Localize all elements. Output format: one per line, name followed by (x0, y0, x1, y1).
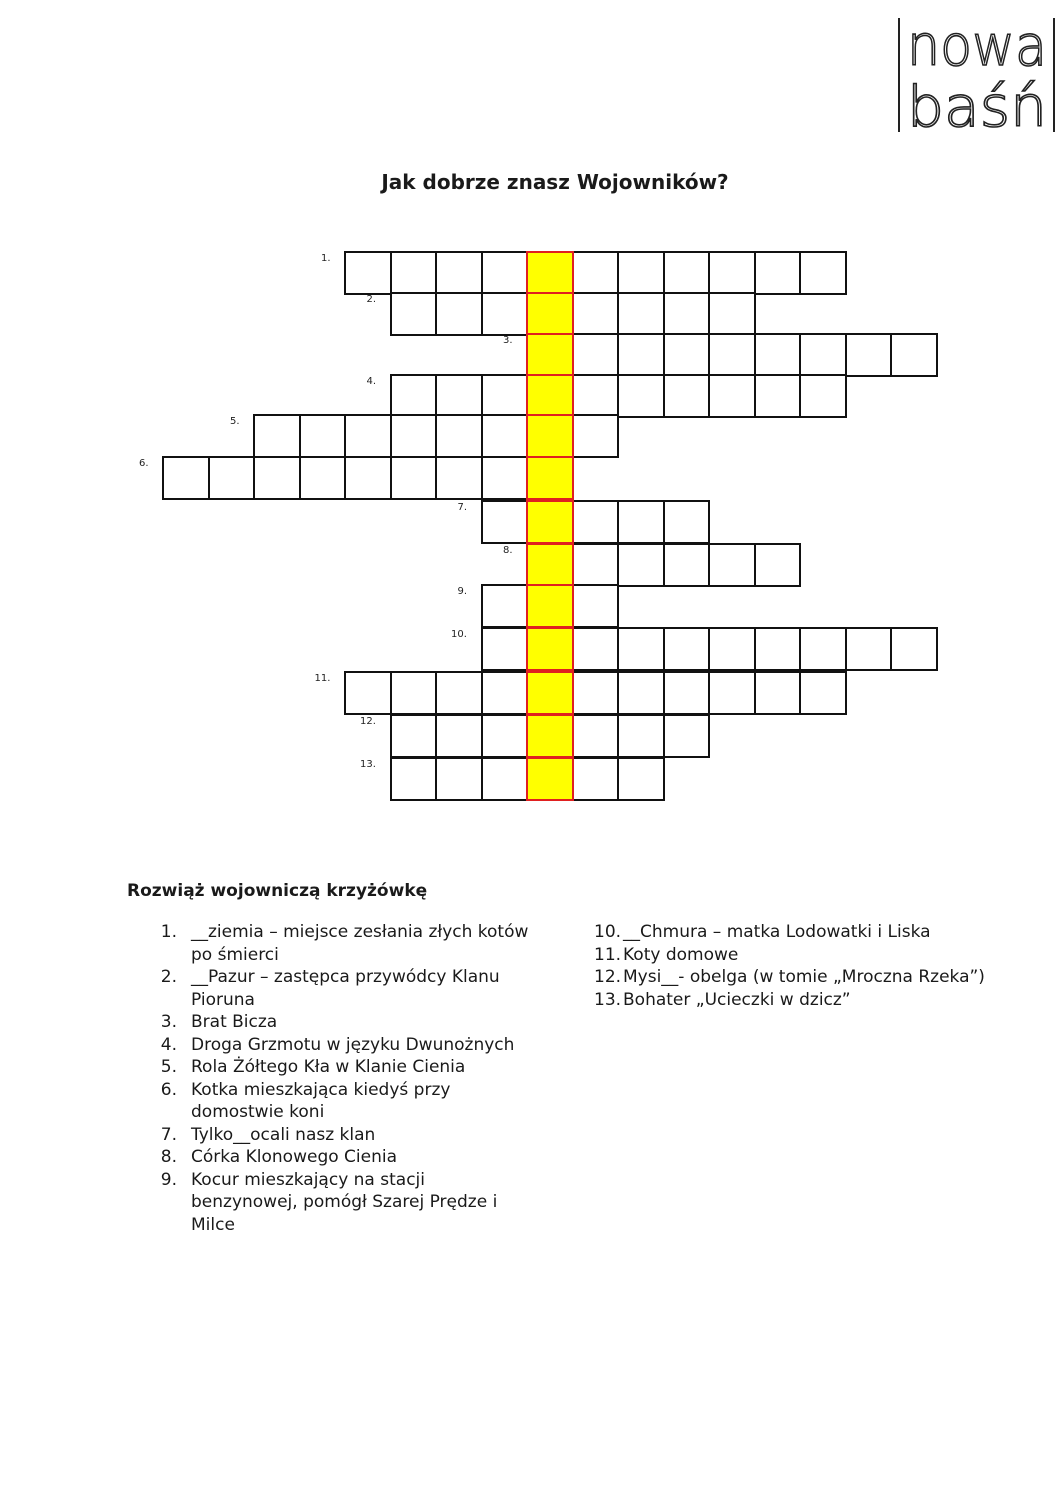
crossword-cell[interactable] (572, 757, 620, 801)
crossword-cell[interactable] (617, 543, 665, 587)
crossword-cell[interactable] (572, 627, 620, 671)
crossword-cell[interactable] (754, 333, 802, 377)
crossword-cell[interactable] (344, 251, 392, 295)
clue-text: Rola Żółtego Kła w Klanie Cienia (191, 1057, 466, 1077)
crossword-cell[interactable] (663, 500, 711, 544)
crossword-cell[interactable] (435, 456, 483, 500)
clue-item (155, 1079, 535, 1124)
clue-list-right (594, 921, 994, 1011)
crossword-cell[interactable] (663, 292, 711, 336)
crossword-cell[interactable] (208, 456, 256, 500)
crossword-cell[interactable] (481, 251, 529, 295)
clue-item (155, 1146, 535, 1169)
crossword-cell[interactable] (754, 627, 802, 671)
clue-text: __Chmura – matka Lodowatki i Liska (623, 922, 931, 942)
crossword-cell[interactable] (754, 543, 802, 587)
key-word-cell[interactable] (526, 414, 574, 458)
clue-text: Koty domowe (623, 944, 739, 965)
crossword-cell[interactable] (617, 757, 665, 801)
crossword-cell[interactable] (253, 414, 301, 458)
crossword-cell[interactable] (435, 251, 483, 295)
crossword-cell[interactable] (481, 671, 529, 715)
crossword-cell[interactable] (845, 627, 893, 671)
clue-text: Brat Bicza (191, 1012, 278, 1032)
key-word-cell[interactable] (526, 584, 574, 628)
crossword-cell[interactable] (435, 292, 483, 336)
clue-number: 12. (594, 967, 622, 987)
key-word-cell[interactable] (526, 714, 574, 758)
crossword-cell[interactable] (390, 251, 438, 295)
clue-item (594, 921, 994, 944)
crossword-cell[interactable] (663, 333, 711, 377)
key-word-cell[interactable] (526, 500, 574, 544)
crossword-cell[interactable] (435, 671, 483, 715)
clue-item (594, 989, 994, 1012)
key-word-cell[interactable] (526, 292, 574, 336)
crossword-cell[interactable] (435, 374, 483, 418)
row-number-label: 11. (314, 673, 331, 684)
crossword-cell[interactable] (572, 543, 620, 587)
clue-number: 8. (160, 1147, 177, 1167)
crossword-cell[interactable] (708, 627, 756, 671)
row-number-label: 7. (457, 502, 468, 513)
crossword-cell[interactable] (299, 414, 347, 458)
row-number-label: 1. (321, 253, 331, 264)
crossword-cell[interactable] (572, 671, 620, 715)
crossword-cell[interactable] (845, 333, 893, 377)
row-number-label: 10. (451, 629, 467, 640)
clue-text: __ziemia – miejsce zesłania złych kotów po śmierci (191, 922, 529, 965)
crossword-cell[interactable] (708, 671, 756, 715)
crossword-cell[interactable] (617, 292, 665, 336)
crossword-cell[interactable] (799, 627, 847, 671)
clue-number: 1. (160, 922, 177, 942)
clue-text: Droga Grzmotu w języku Dwunożnych (191, 1034, 515, 1055)
crossword-cell[interactable] (390, 456, 438, 500)
crossword-cell[interactable] (890, 333, 938, 377)
crossword-cell[interactable] (481, 292, 529, 336)
clue-number: 9. (160, 1169, 177, 1190)
crossword-cell[interactable] (390, 671, 438, 715)
crossword-cell[interactable] (617, 251, 665, 295)
crossword-cell[interactable] (481, 757, 529, 801)
crossword-cell[interactable] (617, 671, 665, 715)
crossword-cell[interactable] (572, 414, 620, 458)
clue-text: Córka Klonowego Cienia (191, 1147, 398, 1167)
crossword-cell[interactable] (754, 251, 802, 295)
crossword-cell[interactable] (481, 714, 529, 758)
clue-number: 13. (594, 989, 622, 1010)
crossword-cell[interactable] (663, 374, 711, 418)
clues-heading: Rozwiąż wojowniczą krzyżówkę (127, 881, 428, 901)
row-number-label: 13. (360, 759, 376, 770)
row-number-label: 12. (360, 716, 376, 727)
key-word-cell[interactable] (526, 757, 574, 801)
clue-text: Mysi__- obelga (w tomie „Mroczna Rzeka”) (623, 967, 985, 987)
row-number-label: 2. (366, 294, 377, 305)
row-number-label: 4. (366, 376, 377, 387)
clue-item (594, 944, 994, 967)
crossword-cell[interactable] (481, 414, 529, 458)
row-number-label: 9. (457, 586, 468, 597)
crossword-cell[interactable] (299, 456, 347, 500)
key-word-cell[interactable] (526, 251, 574, 295)
crossword-cell[interactable] (481, 374, 529, 418)
crossword-cell[interactable] (572, 333, 620, 377)
clue-text: Tylko__ocali nasz klan (191, 1124, 376, 1145)
crossword-cell[interactable] (390, 757, 438, 801)
crossword-cell[interactable] (572, 251, 620, 295)
crossword-cell[interactable] (572, 374, 620, 418)
clue-text: __Pazur – zastępca przywódcy Klanu Pioruna (191, 967, 500, 1010)
clue-number: 3. (160, 1012, 177, 1032)
crossword-cell[interactable] (572, 292, 620, 336)
crossword-cell[interactable] (708, 251, 756, 295)
clue-number: 4. (160, 1034, 177, 1055)
crossword-cell[interactable] (663, 543, 711, 587)
crossword-cell[interactable] (481, 500, 529, 544)
crossword-cell[interactable] (890, 627, 938, 671)
clue-item (155, 1034, 535, 1057)
crossword-cell[interactable] (617, 333, 665, 377)
clue-item (155, 1011, 535, 1034)
crossword-cell[interactable] (663, 671, 711, 715)
crossword-cell[interactable] (344, 456, 392, 500)
clue-item (155, 966, 535, 1011)
row-number-label: 8. (503, 545, 513, 556)
clue-number: 6. (160, 1079, 177, 1100)
crossword-cell[interactable] (390, 292, 438, 336)
crossword-cell[interactable] (435, 757, 483, 801)
crossword-cell[interactable] (162, 456, 210, 500)
crossword-cell[interactable] (253, 456, 301, 500)
logo-line-2: baśń (907, 75, 1047, 135)
crossword-cell[interactable] (663, 714, 711, 758)
crossword-cell[interactable] (708, 374, 756, 418)
crossword-cell[interactable] (390, 414, 438, 458)
crossword-cell[interactable] (617, 374, 665, 418)
crossword-cell[interactable] (435, 714, 483, 758)
clue-item (155, 1124, 535, 1147)
key-word-cell[interactable] (526, 671, 574, 715)
crossword-cell[interactable] (435, 414, 483, 458)
crossword-cell[interactable] (344, 414, 392, 458)
crossword-cell[interactable] (344, 671, 392, 715)
crossword-cell[interactable] (754, 374, 802, 418)
crossword-cell[interactable] (481, 627, 529, 671)
crossword-cell[interactable] (572, 500, 620, 544)
crossword-cell[interactable] (754, 671, 802, 715)
crossword-cell[interactable] (572, 584, 620, 628)
crossword-cell[interactable] (799, 333, 847, 377)
clue-text: Bohater „Ucieczki w dzicz” (623, 989, 851, 1010)
crossword-cell[interactable] (708, 292, 756, 336)
clue-number: 5. (160, 1057, 177, 1077)
crossword-cell[interactable] (617, 627, 665, 671)
crossword-cell[interactable] (390, 374, 438, 418)
clue-number: 10. (594, 922, 622, 942)
clue-item (155, 1056, 535, 1079)
row-number-label: 3. (503, 335, 513, 346)
crossword-cell[interactable] (799, 671, 847, 715)
key-word-cell[interactable] (526, 627, 574, 671)
crossword-cell[interactable] (708, 333, 756, 377)
crossword-cell[interactable] (572, 714, 620, 758)
crossword-cell[interactable] (799, 374, 847, 418)
row-number-label: 6. (139, 458, 149, 469)
crossword-cell[interactable] (481, 456, 529, 500)
row-number-label: 5. (230, 416, 240, 427)
clue-number: 7. (160, 1124, 177, 1145)
clue-item (155, 1169, 535, 1237)
key-word-cell[interactable] (526, 333, 574, 377)
crossword-cell[interactable] (708, 543, 756, 587)
crossword-cell[interactable] (663, 627, 711, 671)
crossword-cell[interactable] (481, 584, 529, 628)
crossword-cell[interactable] (799, 251, 847, 295)
crossword-cell[interactable] (617, 714, 665, 758)
crossword-cell[interactable] (617, 500, 665, 544)
clue-number: 11. (594, 944, 622, 965)
clue-list-left (155, 921, 535, 1236)
crossword-cell[interactable] (663, 251, 711, 295)
page-title: Jak dobrze znasz Wojowników? (381, 170, 729, 194)
clue-item (594, 966, 994, 989)
logo-line-1: nowa (907, 14, 1047, 79)
nowa-basn-logo (893, 10, 1058, 135)
key-word-cell[interactable] (526, 456, 574, 500)
crossword-cell[interactable] (390, 714, 438, 758)
key-word-cell[interactable] (526, 543, 574, 587)
clue-number: 2. (160, 967, 177, 987)
clue-text: Kotka mieszkająca kiedyś przy domostwie koni (191, 1079, 451, 1122)
clue-item (155, 921, 535, 966)
clue-text: Kocur mieszkający na stacji benzynowej, pomógł Szarej Prędze i Milce (191, 1169, 498, 1235)
key-word-cell[interactable] (526, 374, 574, 418)
